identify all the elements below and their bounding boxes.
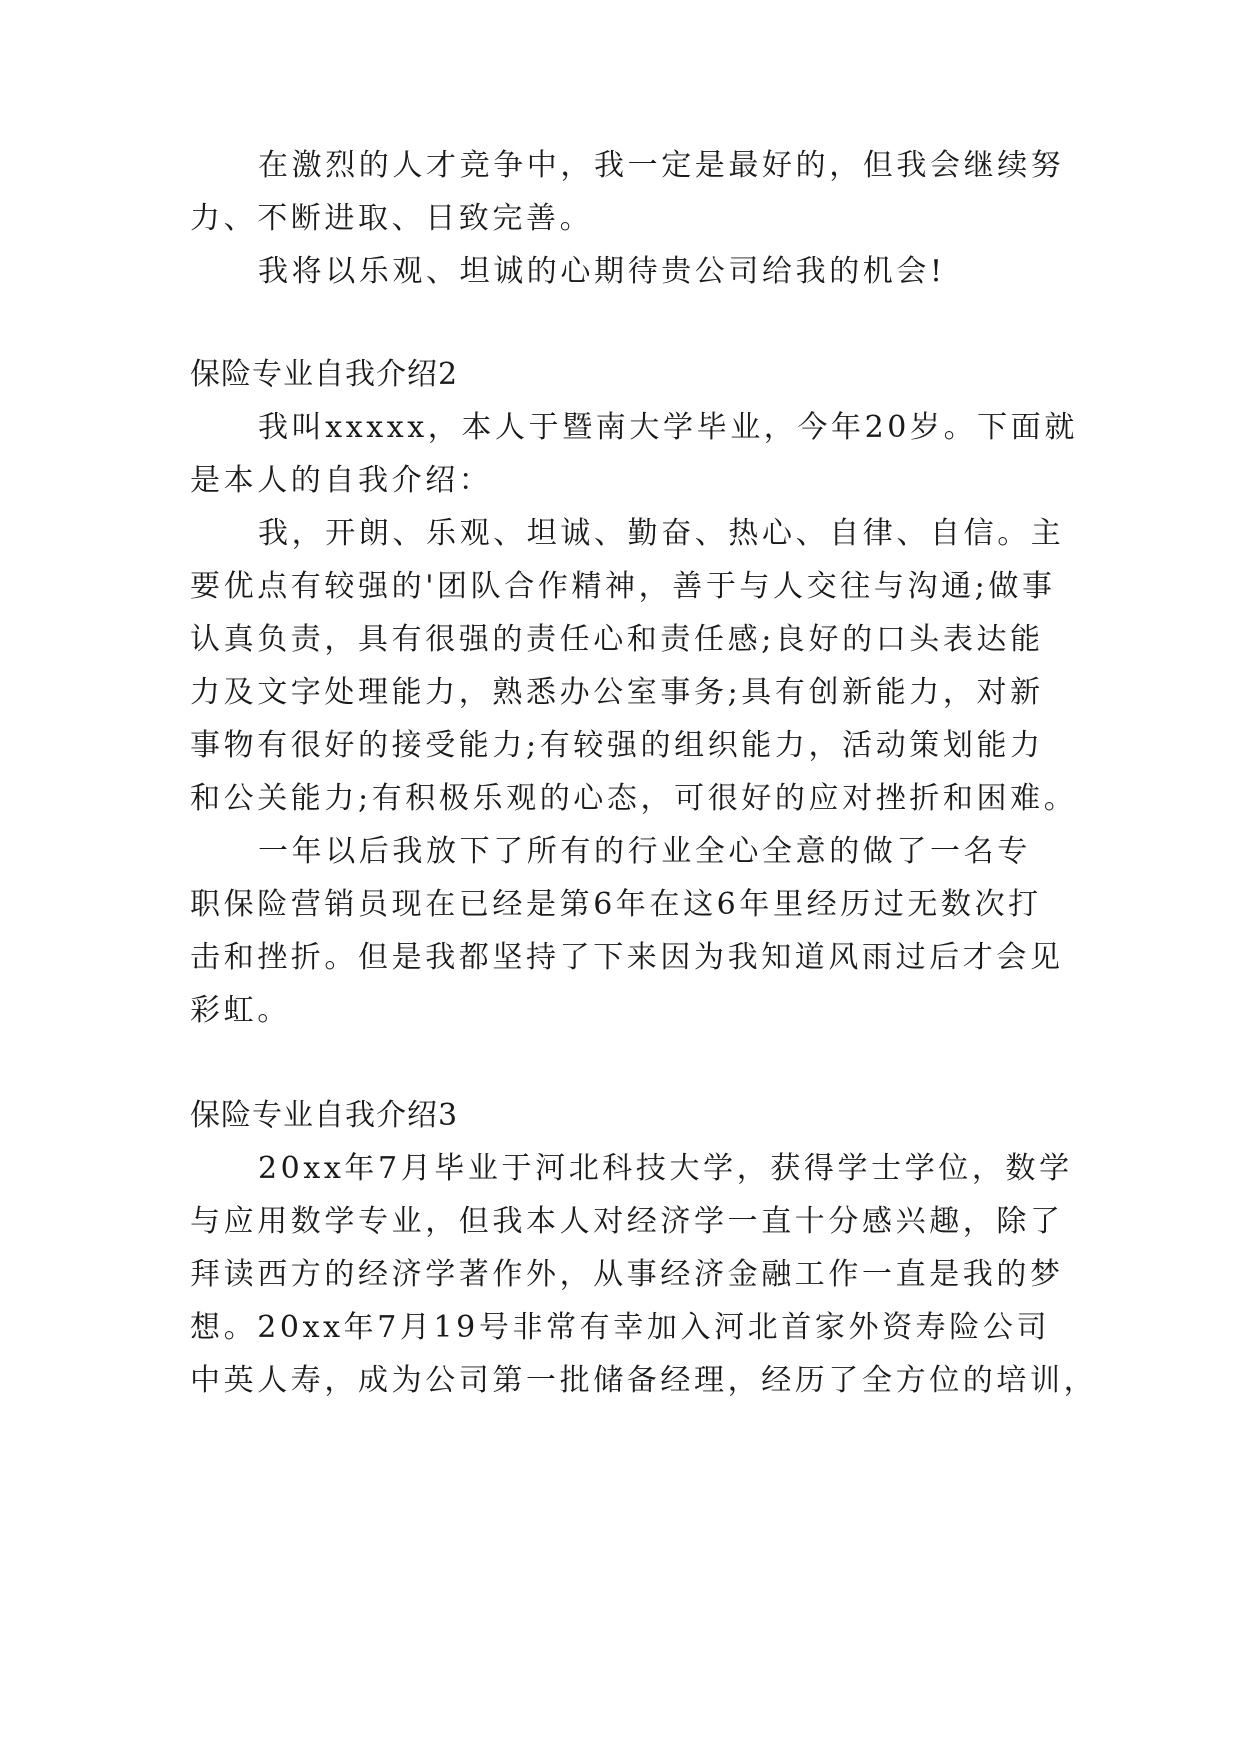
paragraph-line: 要优点有较强的'团队合作精神，善于与人交往与沟通;做事 — [190, 569, 1056, 604]
paragraph-line: 拜读西方的经济学著作外，从事经济金融工作一直是我的梦 — [190, 1257, 1064, 1292]
paragraph-line: 想。20xx年7月19号非常有幸加入河北首家外资寿险公司 — [190, 1310, 1051, 1345]
paragraph-line: 在激烈的人才竞争中，我一定是最好的，但我会继续努 — [258, 148, 1065, 183]
paragraph-line: 一年以后我放下了所有的行业全心全意的做了一名专 — [258, 834, 1031, 869]
paragraph-line: 20xx年7月毕业于河北科技大学，获得学士学位，数学 — [258, 1151, 1073, 1186]
paragraph-line: 我，开朗、乐观、坦诚、勤奋、热心、自律、自信。主 — [258, 516, 1065, 551]
paragraph-line: 与应用数学专业，但我本人对经济学一直十分感兴趣，除了 — [190, 1204, 1064, 1239]
section-heading: 保险专业自我介绍2 — [190, 357, 459, 392]
paragraph-line: 击和挫折。但是我都坚持了下来因为我知道风雨过后才会见 — [190, 940, 1064, 975]
paragraph-line: 事物有很好的接受能力;有较强的组织能力，活动策划能力 — [190, 728, 1044, 763]
paragraph-line: 是本人的自我介绍： — [190, 463, 493, 498]
paragraph-line: 彩虹。 — [190, 993, 291, 1028]
paragraph-line: 认真负责，具有很强的责任心和责任感;良好的口头表达能 — [190, 622, 1044, 657]
paragraph-line: 力、不断进取、日致完善。 — [190, 201, 594, 236]
paragraph-line: 职保险营销员现在已经是第6年在这6年里经历过无数次打 — [190, 887, 1042, 922]
paragraph-line: 中英人寿，成为公司第一批储备经理，经历了全方位的培训， — [190, 1363, 1098, 1398]
paragraph-line: 和公关能力;有积极乐观的心态，可很好的应对挫折和困难。 — [190, 781, 1078, 816]
paragraph-line: 我将以乐观、坦诚的心期待贵公司给我的机会! — [258, 254, 946, 289]
section-heading: 保险专业自我介绍3 — [190, 1098, 459, 1133]
paragraph-line: 我叫xxxxx，本人于暨南大学毕业，今年20岁。下面就 — [258, 410, 1078, 445]
paragraph-line: 力及文字处理能力，熟悉办公室事务;具有创新能力，对新 — [190, 675, 1044, 710]
